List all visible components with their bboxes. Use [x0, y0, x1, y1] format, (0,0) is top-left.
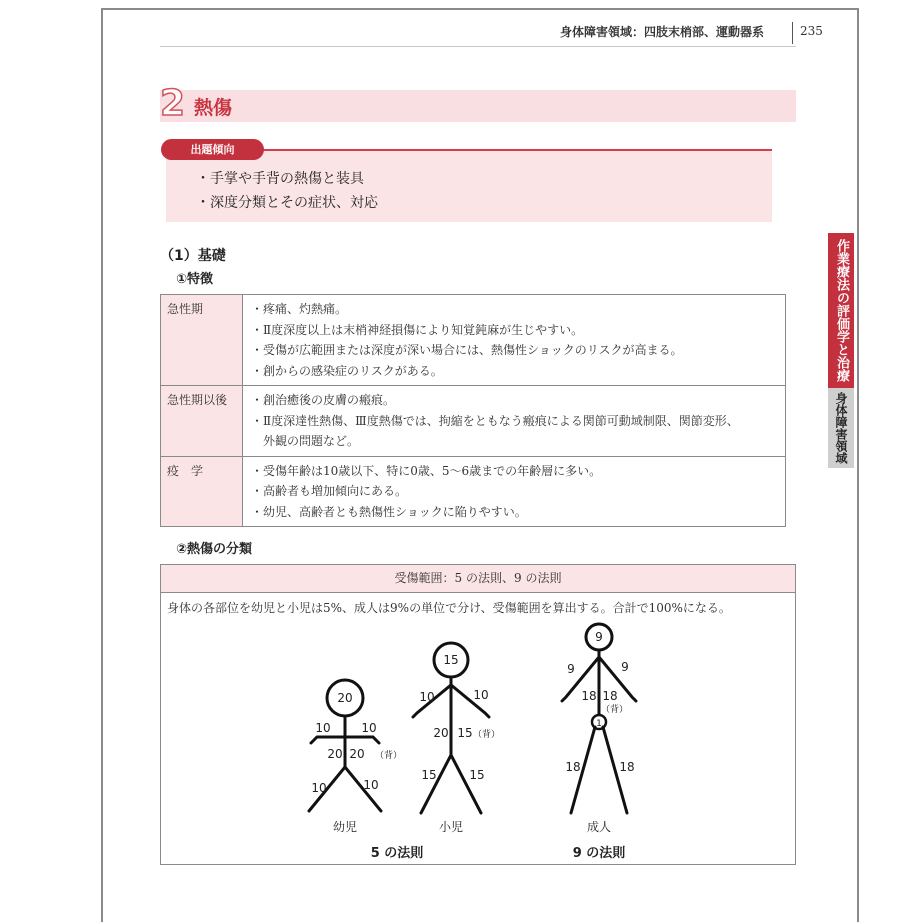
category-cell: 急性期以後: [161, 386, 243, 457]
adult-head-value: 9: [595, 630, 603, 644]
infant-back-label: （背）: [375, 751, 403, 761]
classification-heading: ②熱傷の分類: [176, 542, 253, 557]
header-rule: [160, 46, 796, 47]
infant-caption: 幼児: [332, 820, 358, 834]
infant-arm-left-value: 10: [315, 721, 331, 735]
child-leg-right-value: 15: [469, 768, 485, 782]
running-title: 身体障害領域：四肢末梢部、運動器系: [560, 25, 765, 39]
child-arm-right-value: 10: [473, 688, 489, 702]
infant-trunk-front-value: 20: [327, 747, 343, 761]
infant-leg-left-value: 10: [311, 781, 327, 795]
basics-heading: （1）基礎: [160, 248, 226, 264]
child-arm-left-value: 10: [419, 690, 435, 704]
adult-arm-left-value: 9: [567, 662, 575, 676]
page-number: 235: [800, 24, 823, 38]
adult-trunk-back-value: 18: [602, 689, 618, 703]
table-row: [161, 456, 786, 527]
header-separator: [792, 22, 793, 44]
adult-trunk-front-value: 18: [581, 689, 597, 703]
description-cell: [243, 386, 786, 457]
classification-box: [160, 564, 796, 865]
description-line: ・受傷年齢は10歳以下、特に0歳、5～6歳までの年齢層に多い。: [251, 463, 602, 478]
description-line: ・Ⅱ度深度以上は末梢神経損傷により知覚鈍麻が生じやすい。: [251, 322, 584, 337]
child-back-label: （背）: [473, 730, 501, 740]
section-title-bar: [160, 90, 796, 122]
rule-of-nines-figures: [161, 565, 795, 864]
table-row: [161, 386, 786, 457]
table-row: [161, 295, 786, 386]
category-cell: 急性期: [161, 295, 243, 386]
description-line: ・幼児、高齢者とも熱傷性ショックに陥りやすい。: [251, 504, 527, 519]
classification-box-title: 受傷範囲：5 の法則、9 の法則: [161, 565, 795, 593]
child-trunk-back-value: 15: [457, 726, 473, 740]
description-cell: [243, 456, 786, 527]
infant-arm-right-value: 10: [361, 721, 377, 735]
domain-tab: 身体障害領域: [828, 388, 854, 468]
exam-trend-tag: 出題傾向: [161, 139, 264, 160]
section-number: 2: [160, 83, 186, 124]
description-line: ・Ⅱ度深達性熱傷、Ⅲ度熱傷では、拘縮をともなう瘢痕による関節可動域制限、関節変形、: [251, 413, 739, 428]
infant-trunk-back-value: 20: [349, 747, 365, 761]
description-cell: [243, 295, 786, 386]
section-title: 熱傷: [194, 97, 233, 119]
rule-of-nines-label: 9 の法則: [572, 846, 626, 861]
infant-head-value: 20: [337, 691, 353, 705]
description-line: ・受傷が広範囲または深度が深い場合には、熱傷性ショックのリスクが高まる。: [251, 343, 683, 357]
adult-leg-right-value: 18: [619, 760, 635, 774]
category-cell: 疫 学: [161, 456, 243, 527]
infant-leg-right-value: 10: [363, 778, 379, 792]
adult-leg-left-value: 18: [565, 760, 581, 774]
rule-of-fives-label: 5 の法則: [370, 846, 424, 861]
description-line: ・高齢者も増加傾向にある。: [251, 484, 408, 498]
description-line: ・疼痛、灼熱痛。: [251, 302, 348, 316]
classification-description: 身体の各部位を幼児と小児は5%、成人は9%の単位で分け、受傷範囲を算出する。合計で100%になる。: [167, 601, 731, 615]
features-table: [160, 294, 786, 527]
description-line: ・創からの感染症のリスクがある。: [251, 363, 443, 378]
exam-trend-item: ・手掌や手背の熱傷と装具: [196, 171, 364, 187]
child-caption: 小児: [438, 820, 464, 834]
child-trunk-front-value: 20: [433, 726, 449, 740]
description-line: ・創治癒後の皮膚の瘢痕。: [251, 393, 396, 407]
adult-back-label: （背）: [601, 705, 629, 715]
child-leg-left-value: 15: [421, 768, 437, 782]
adult-genital-value: 1: [596, 719, 602, 729]
adult-caption: 成人: [586, 820, 612, 834]
child-head-value: 15: [443, 653, 459, 667]
adult-arm-right-value: 9: [621, 660, 629, 674]
description-line: 外観の問題など。: [251, 434, 360, 448]
child-legs: [421, 755, 481, 813]
features-heading: ①特徴: [176, 272, 214, 287]
exam-trend-item: ・深度分類とその症状、対応: [196, 195, 378, 211]
chapter-tab: 作業療法の評価学と治療学: [828, 233, 854, 388]
